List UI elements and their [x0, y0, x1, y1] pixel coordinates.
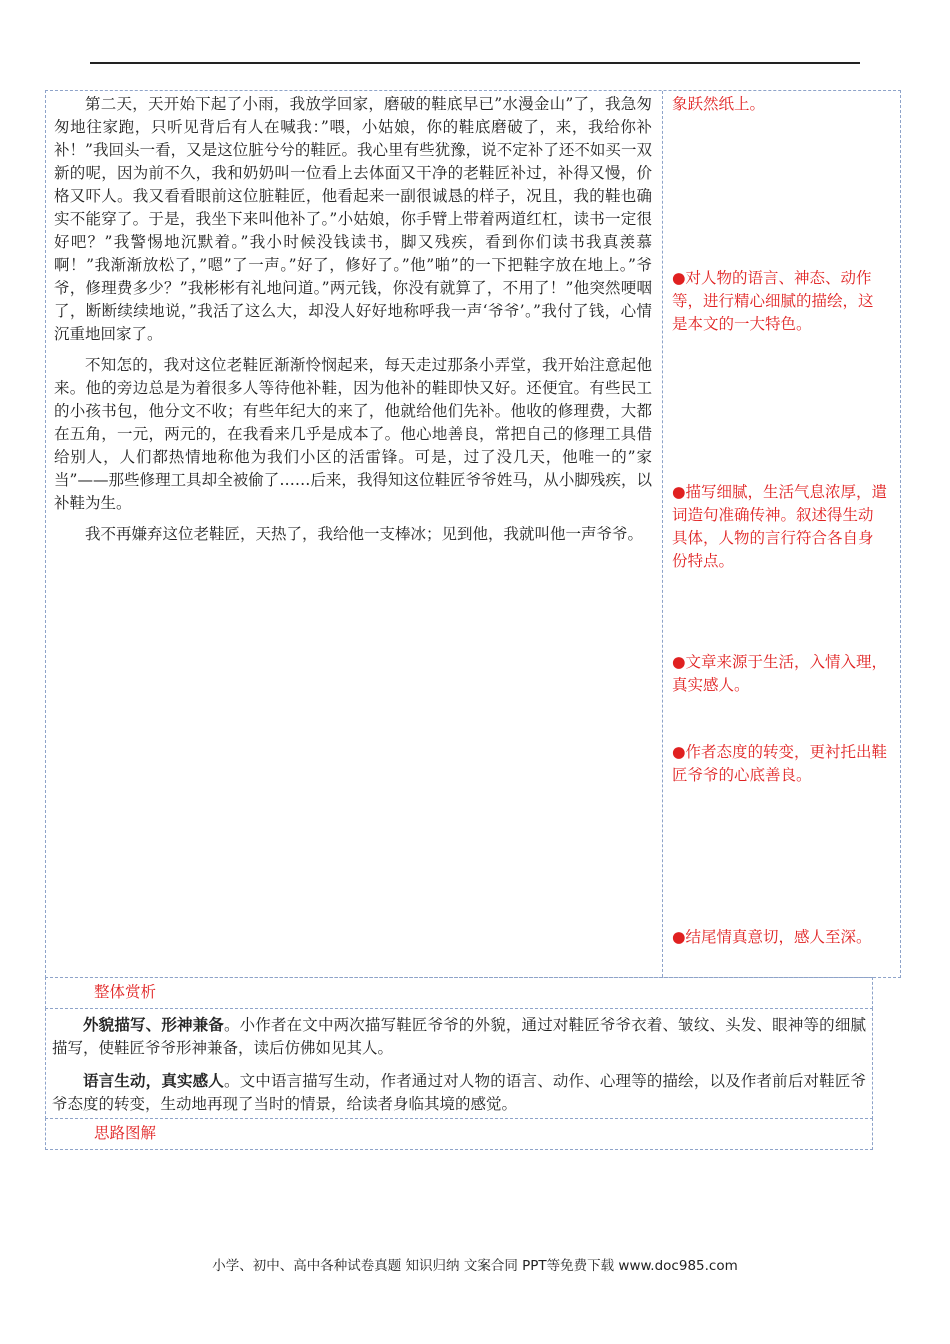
passage-column [54, 93, 652, 554]
analysis-point-1-heading: 外貌描写、形神兼备 [83, 1015, 224, 1034]
annotation-note-1: 象跃然纸上。 [672, 95, 766, 113]
annotation-note-2: ●对人物的语言、神态、动作等，进行精心细腻的描绘，这是本文的一大特色。 [672, 269, 874, 333]
footer-text: 小学、初中、高中各种试卷真题 知识归纳 文案合同 PPT等免费下载 www.doc985.com [212, 1258, 738, 1274]
passage-annotation-table [45, 90, 901, 978]
mindmap-title: 思路图解 [94, 1124, 157, 1142]
analysis-point-2-text: 。文中语言描写生动，作者通过对人物的语言、动作、心理等的描绘，以及作者前后对鞋匠爷爷态度的转变，生动地再现了当时的情景，给读者身临其境的感觉。 [52, 1072, 866, 1113]
header-rule [90, 62, 860, 64]
column-divider [662, 91, 663, 977]
analysis-point-1-text: 。小作者在文中两次描写鞋匠爷爷的外貌，通过对鞋匠爷爷衣着、皱纹、头发、眼神等的细腻描写，使鞋匠爷爷形神兼备，读后仿佛如见其人。 [52, 1016, 866, 1057]
overall-analysis-body [45, 1008, 873, 1119]
analysis-point-2 [52, 1069, 866, 1116]
analysis-point-1 [52, 1013, 866, 1060]
annotation-note-5: ●作者态度的转变，更衬托出鞋匠爷爷的心底善良。 [672, 743, 888, 784]
mindmap-header [45, 1118, 873, 1150]
annotation-note-3: ●描写细腻，生活气息浓厚，遣词造句准确传神。叙述得生动具体，人物的言行符合各自身份特点。 [672, 483, 888, 570]
annotation-note-6: ●结尾情真意切，感人至深。 [672, 928, 872, 946]
passage-paragraph-2: 不知怎的，我对这位老鞋匠渐渐怜悯起来，每天走过那条小弄堂，我开始注意起他来。他的旁边总是为着很多人等待他补鞋，因为他补的鞋即快又好。还便宜。有些民工的小孩书包，他分文不收；有些年纪大的来了，他就给他们先补。他收的修理费，大都在五角，一元，两元的，在我看来几乎是成本了。他心地善良，常把自己的修理工具借给别人，人们都热情地称他为我们小区的活雷锋。可是，过了没几天，他唯一的”家当”——那些修理工具却全被偷了……后来，我得知这位鞋匠爷爷姓马，从小脚残疾，以补鞋为生。 [54, 356, 652, 512]
analysis-point-2-heading: 语言生动，真实感人 [83, 1071, 224, 1090]
annotation-note-4: ●文章来源于生活，入情入理，真实感人。 [672, 653, 888, 694]
passage-paragraph-1: 第二天，天开始下起了小雨，我放学回家，磨破的鞋底早已”水漫金山”了，我急匆匆地往家跑，只听见背后有人在喊我：”喂，小姑娘，你的鞋底磨破了，来，我给你补补！”我回头一看，又是这位脏兮兮的鞋匠。我心里有些犹豫，说不定补了还不如买一双新的呢，因为前不久，我和奶奶叫一位看上去体面又干净的老鞋匠补过，补得又慢，价格又吓人。我又看看眼前这位脏鞋匠，他看起来一副很诚恳的样子，况且，我的鞋也确实不能穿了。于是，我坐下来叫他补了。”小姑娘，你手臂上带着两道红杠，读书一定很好吧？”我警惕地沉默着。”我小时候没钱读书，脚又残疾，看到你们读书我真羡慕啊！”我渐渐放松了，”嗯”了一声。”好了，修好了。”他”啪”的一下把鞋字放在地上。”爷爷，修理费多少？”我彬彬有礼地问道。”两元钱，你没有就算了，不用了！”他突然哽咽了，断断续续地说，”我活了这么大，却没人好好地称呼我一声‘爷爷’。”我付了钱，心情沉重地回家了。 [54, 95, 652, 343]
passage-paragraph-3: 我不再嫌弃这位老鞋匠，天热了，我给他一支棒冰；见到他，我就叫他一声爷爷。 [85, 525, 644, 543]
overall-analysis-title: 整体赏析 [94, 983, 157, 1001]
overall-analysis-header [45, 977, 873, 1009]
